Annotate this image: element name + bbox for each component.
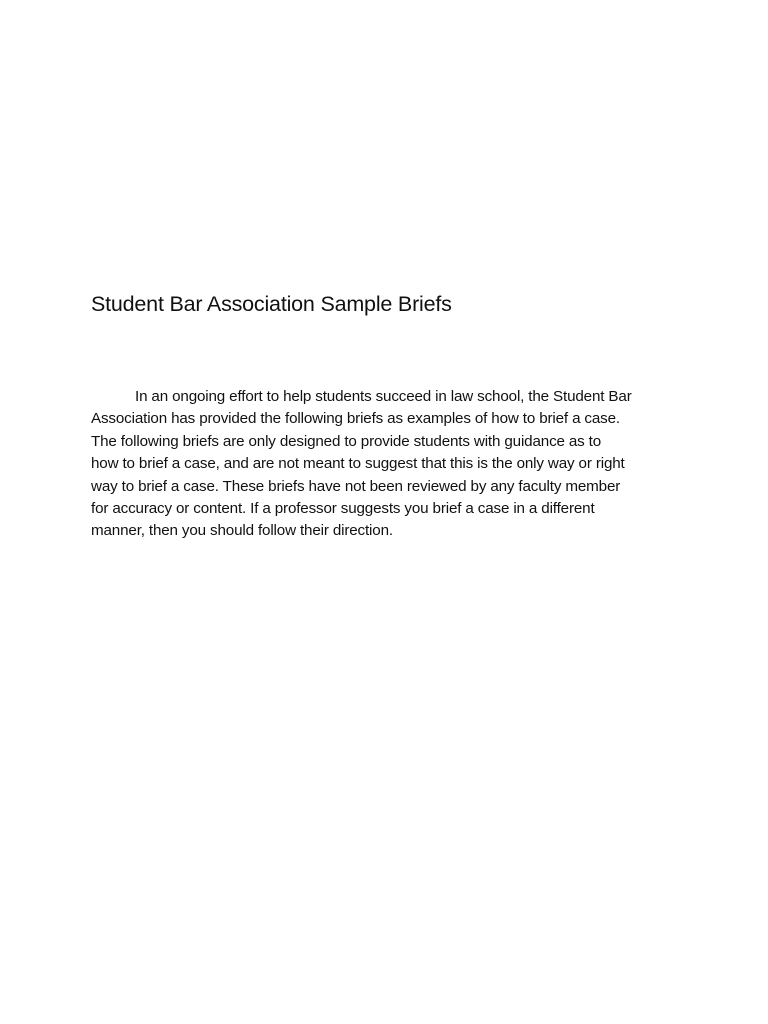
- paragraph-line: The following briefs are only designed to provide students with guidance as to: [91, 432, 602, 450]
- paragraph-line: for accuracy or content. If a professor suggests you brief a case in a different: [91, 500, 595, 518]
- paragraph-line: Association has provided the following briefs as examples of how to brief a case.: [91, 410, 620, 428]
- paragraph-line: way to brief a case. These briefs have not been reviewed by any faculty member: [91, 477, 621, 495]
- paragraph-line: how to brief a case, and are not meant to suggest that this is the only way or right: [91, 455, 625, 473]
- paragraph-line: manner, then you should follow their direction.: [91, 522, 393, 540]
- intro-paragraph: [91, 386, 691, 543]
- paragraph-line: In an ongoing effort to help students succeed in law school, the Student Bar: [135, 388, 632, 405]
- page-title: Student Bar Association Sample Briefs: [91, 292, 452, 316]
